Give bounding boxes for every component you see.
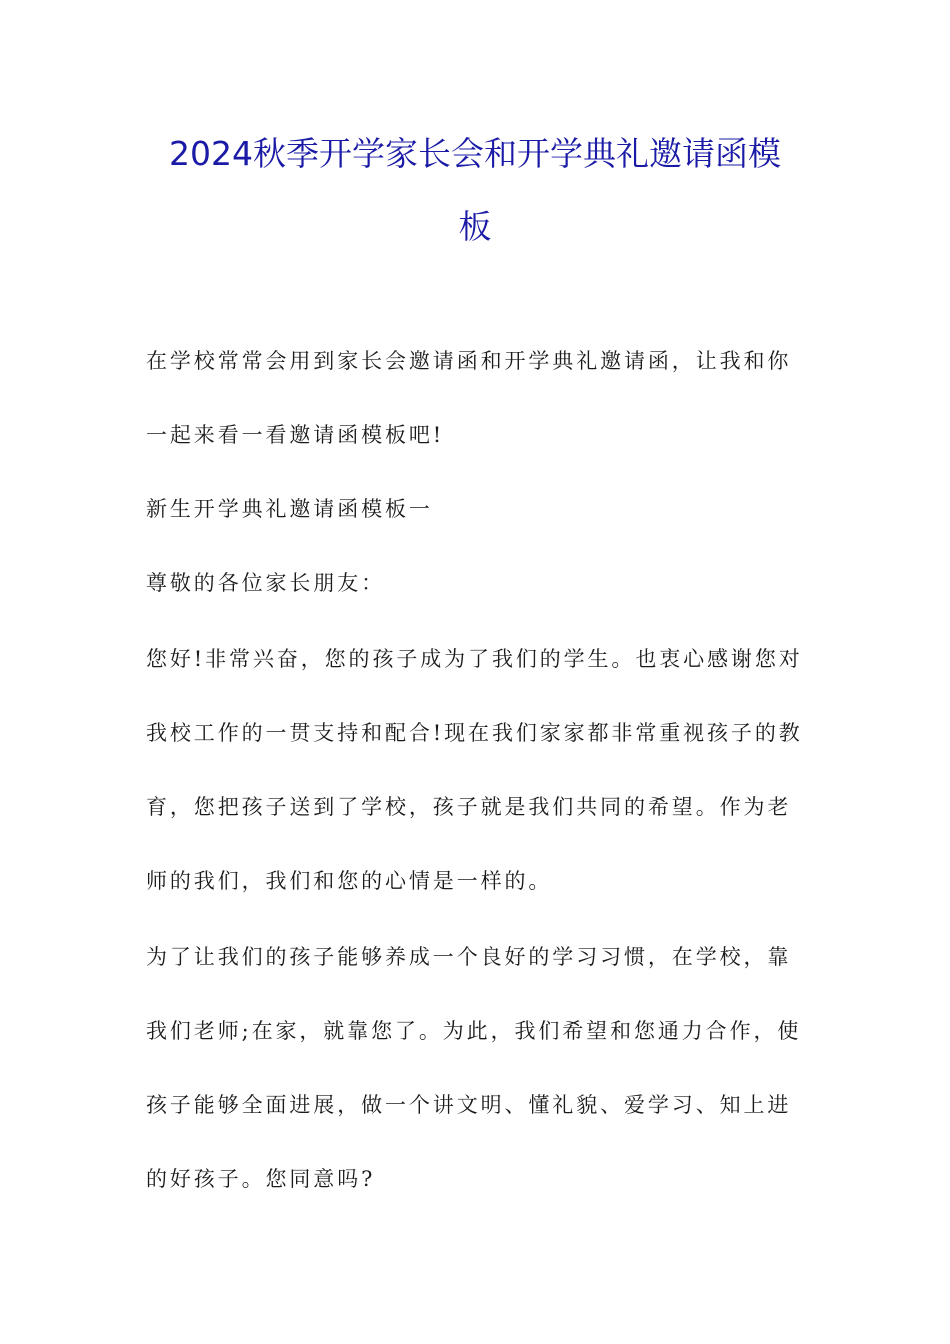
paragraph-line: 的好孩子。您同意吗? bbox=[146, 1167, 376, 1191]
paragraph-line: 我们老师;在家，就靠您了。为此，我们希望和您通力合作，使 bbox=[146, 1019, 802, 1043]
section-heading: 新生开学典礼邀请函模板一 bbox=[146, 497, 433, 521]
paragraph-line: 育，您把孩子送到了学校，孩子就是我们共同的希望。作为老 bbox=[146, 795, 792, 819]
paragraph-line: 在学校常常会用到家长会邀请函和开学典礼邀请函，让我和你 bbox=[146, 349, 792, 373]
paragraph-line: 您好!非常兴奋，您的孩子成为了我们的学生。也衷心感谢您对 bbox=[146, 647, 803, 671]
paragraph-line: 师的我们，我们和您的心情是一样的。 bbox=[146, 869, 553, 893]
document-title-line-1: 2024秋季开学家长会和开学典礼邀请函模 bbox=[169, 134, 781, 173]
paragraph-line: 孩子能够全面进展，做一个讲文明、懂礼貌、爱学习、知上进 bbox=[146, 1093, 792, 1117]
paragraph-line: 一起来看一看邀请函模板吧! bbox=[146, 423, 445, 447]
paragraph-line: 为了让我们的孩子能够养成一个良好的学习习惯，在学校，靠 bbox=[146, 945, 792, 969]
paragraph-line: 我校工作的一贯支持和配合!现在我们家家都非常重视孩子的教 bbox=[146, 721, 803, 745]
document-title-line-2: 板 bbox=[458, 207, 492, 246]
salutation: 尊敬的各位家长朋友： bbox=[146, 571, 385, 595]
